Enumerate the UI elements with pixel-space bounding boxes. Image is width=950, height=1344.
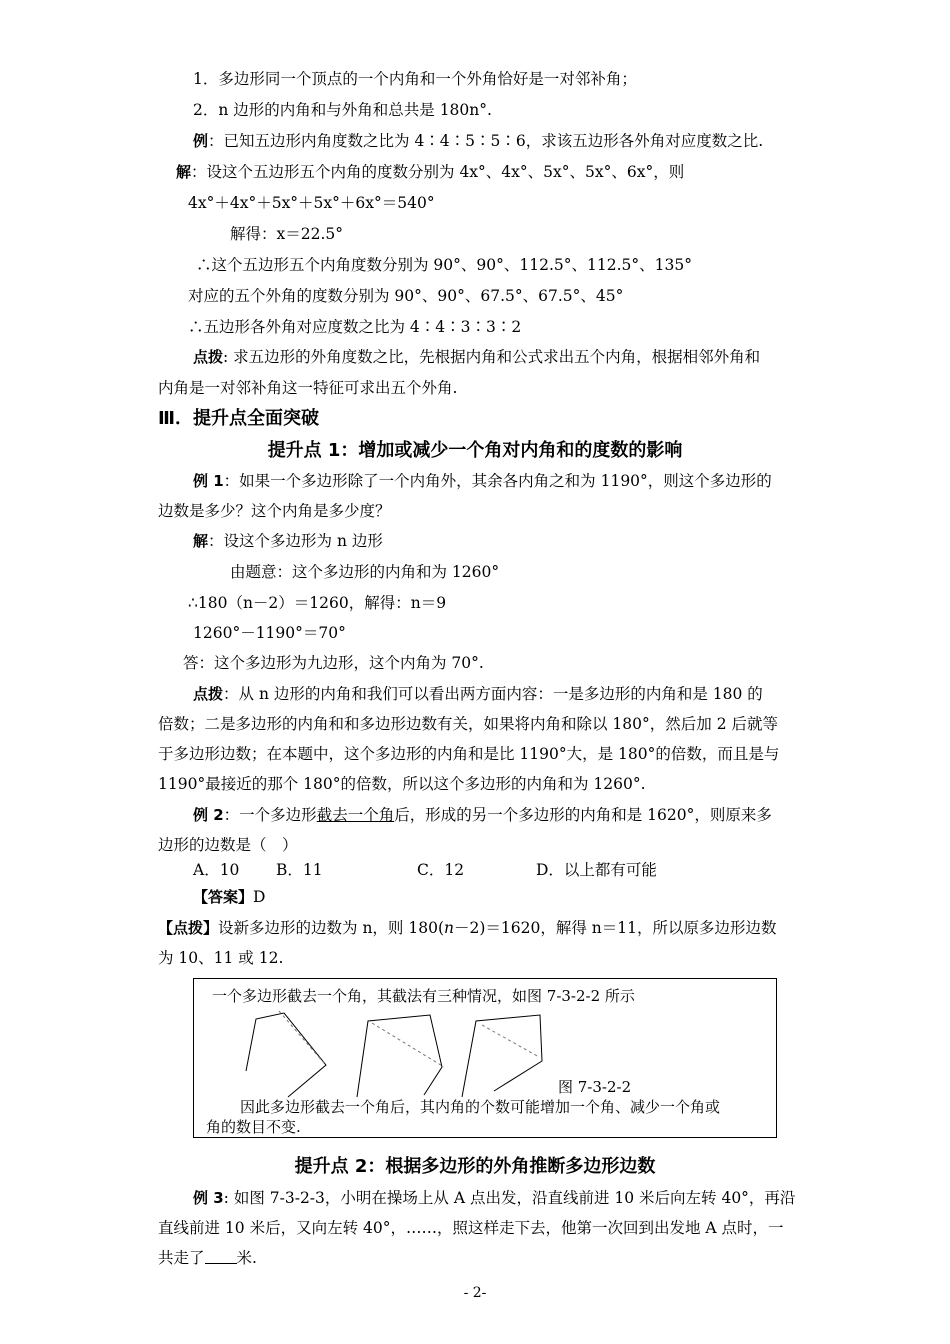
- hint-text: ：从 n 边形的内角和我们可以看出两方面内容：一是多边形的内角和是 180 的: [223, 685, 763, 703]
- text-line: 1．多边形同一个顶点的一个内角和一个外角恰好是一对邻补角；: [193, 70, 637, 88]
- example-label: 例 1: [193, 472, 224, 490]
- solution-text: ：设这个多边形为 n 边形: [208, 532, 383, 550]
- text-line: 于多边形边数；在本题中，这个多边形的内角和是比 1190°大，是 180°的倍数，而且是与: [158, 745, 780, 763]
- figure-box: [193, 978, 777, 1138]
- example-label: 例 2: [193, 806, 224, 824]
- text-line: 边形的边数是（ ）: [158, 836, 298, 854]
- answer-label: 【答案】: [193, 888, 254, 906]
- example-text: : 如图 7-3-2-3，小明在操场上从 A 点出发，沿直线前进 10 米后向左转 40°，再沿: [223, 1189, 796, 1207]
- text-line: [158, 1247, 257, 1269]
- solution-text: ：设这个五边形五个内角的度数分别为 4x°、4x°、5x°、5x°、6x°，则: [191, 163, 685, 181]
- text-line: 4x°＋4x°＋5x°＋5x°＋6x°＝540°: [188, 194, 435, 212]
- example-text: ：已知五边形内角度数之比为 4∶4∶5∶5∶6，求该五边形各外角对应度数之比.: [208, 132, 764, 150]
- answer-value: D: [253, 888, 266, 906]
- text-line: 1260°－1190°＝70°: [193, 624, 346, 642]
- text-line: 解得：x＝22.5°: [230, 225, 344, 243]
- solution-line: [193, 530, 383, 552]
- hint-label: 点拨: [193, 348, 224, 366]
- text-line: 为 10、11 或 12.: [158, 949, 284, 967]
- polygon-1: [246, 1013, 326, 1097]
- point-heading: 提升点 2：根据多边形的外角推断多边形边数: [294, 1156, 656, 1177]
- option-a: A．10: [193, 861, 240, 879]
- option-d: D．以上都有可能: [536, 861, 657, 879]
- text-line: 1190°最接近的那个 180°的倍数，所以这个多边形的内角和为 1260°.: [158, 775, 646, 793]
- text-line: 由题意：这个多边形的内角和为 1260°: [230, 563, 500, 581]
- example-label: 例 3: [193, 1189, 224, 1207]
- text-line: 内角是一对邻补角这一特征可求出五个外角.: [158, 379, 458, 397]
- hint-text: 设新多边形的边数为 n，则 180(: [218, 919, 444, 937]
- polygon-cut-figure: [194, 1007, 778, 1107]
- text-line: 直线前进 10 米后，又向左转 40°，……，照这样走下去，他第一次回到出发地 A 点时，一: [158, 1219, 784, 1237]
- hint-label: 点拨: [193, 685, 224, 703]
- option-b: B．11: [276, 861, 323, 879]
- cut-line-3: [482, 1025, 539, 1057]
- text-line: ∴这个五边形五个内角度数分别为 90°、90°、112.5°、112.5°、135°: [196, 256, 692, 274]
- polygon-2: [357, 1015, 442, 1097]
- hint-line: [193, 683, 763, 705]
- text-line: 答：这个多边形为九边形，这个内角为 70°.: [183, 654, 484, 672]
- hint-text: : 求五边形的外角度数之比，先根据内角和公式求出五个内角，根据相邻外角和: [223, 348, 761, 366]
- variable-n: n: [444, 919, 454, 937]
- hint-label: 【点拨】: [158, 919, 219, 937]
- text-line: ∴五边形各外角对应度数之比为 4∶4∶3∶3∶2: [188, 318, 522, 336]
- text-line: 2．n 边形的内角和与外角和总共是 180n°.: [193, 101, 492, 119]
- hint-line: [193, 346, 760, 368]
- page-number: - 2-: [463, 1285, 487, 1301]
- hint-line: [158, 917, 776, 939]
- solution-line: [176, 161, 684, 183]
- text-line: 倍数；二是多边形的内角和和多边形边数有关，如果将内角和除以 180°，然后加 2 后就等: [158, 715, 778, 733]
- example-line: [193, 470, 772, 492]
- polygon-3: [462, 1015, 542, 1097]
- section-heading: Ⅲ．提升点全面突破: [158, 408, 320, 429]
- text-line: ∴180（n－2）＝1260，解得：n＝9: [188, 594, 447, 612]
- box-text: 一个多边形截去一个角，其截法有三种情况，如图 7-3-2-2 所示: [212, 987, 635, 1005]
- example-label: 例: [193, 132, 209, 150]
- example-text: ：如果一个多边形除了一个内角外，其余各内角之和为 1190°，则这个多边形的: [223, 472, 772, 490]
- hint-text: －2)＝1620，解得 n＝11，所以原多边形边数: [453, 919, 777, 937]
- text-line: 对应的五个外角的度数分别为 90°、90°、67.5°、67.5°、45°: [188, 287, 624, 305]
- solution-label: 解: [176, 163, 192, 181]
- example-line: [193, 804, 772, 826]
- solution-label: 解: [193, 532, 209, 550]
- answer-line: [193, 886, 265, 908]
- text-segment: 共走了: [158, 1249, 205, 1267]
- figure-caption: 图 7-3-2-2: [558, 1078, 632, 1096]
- answer-blank[interactable]: [205, 1249, 237, 1264]
- example-text: ：一个多边形: [223, 806, 317, 824]
- example-line: [193, 1187, 795, 1209]
- text-line: 边数是多少？这个内角是多少度？: [158, 502, 391, 520]
- text-segment: 米.: [236, 1249, 257, 1267]
- point-heading: 提升点 1：增加或减少一个角对内角和的度数的影响: [267, 440, 683, 461]
- example-text: 后，形成的另一个多边形的内角和是 1620°，则原来多: [394, 806, 772, 824]
- example-line: [193, 130, 763, 152]
- box-text: 因此多边形截去一个角后，其内角的个数可能增加一个角、减少一个角或: [240, 1098, 721, 1116]
- underlined-text: 截去一个角: [316, 806, 395, 824]
- box-text: 角的数目不变.: [206, 1118, 301, 1136]
- option-c: C．12: [417, 861, 465, 879]
- cut-line-1: [279, 1011, 324, 1063]
